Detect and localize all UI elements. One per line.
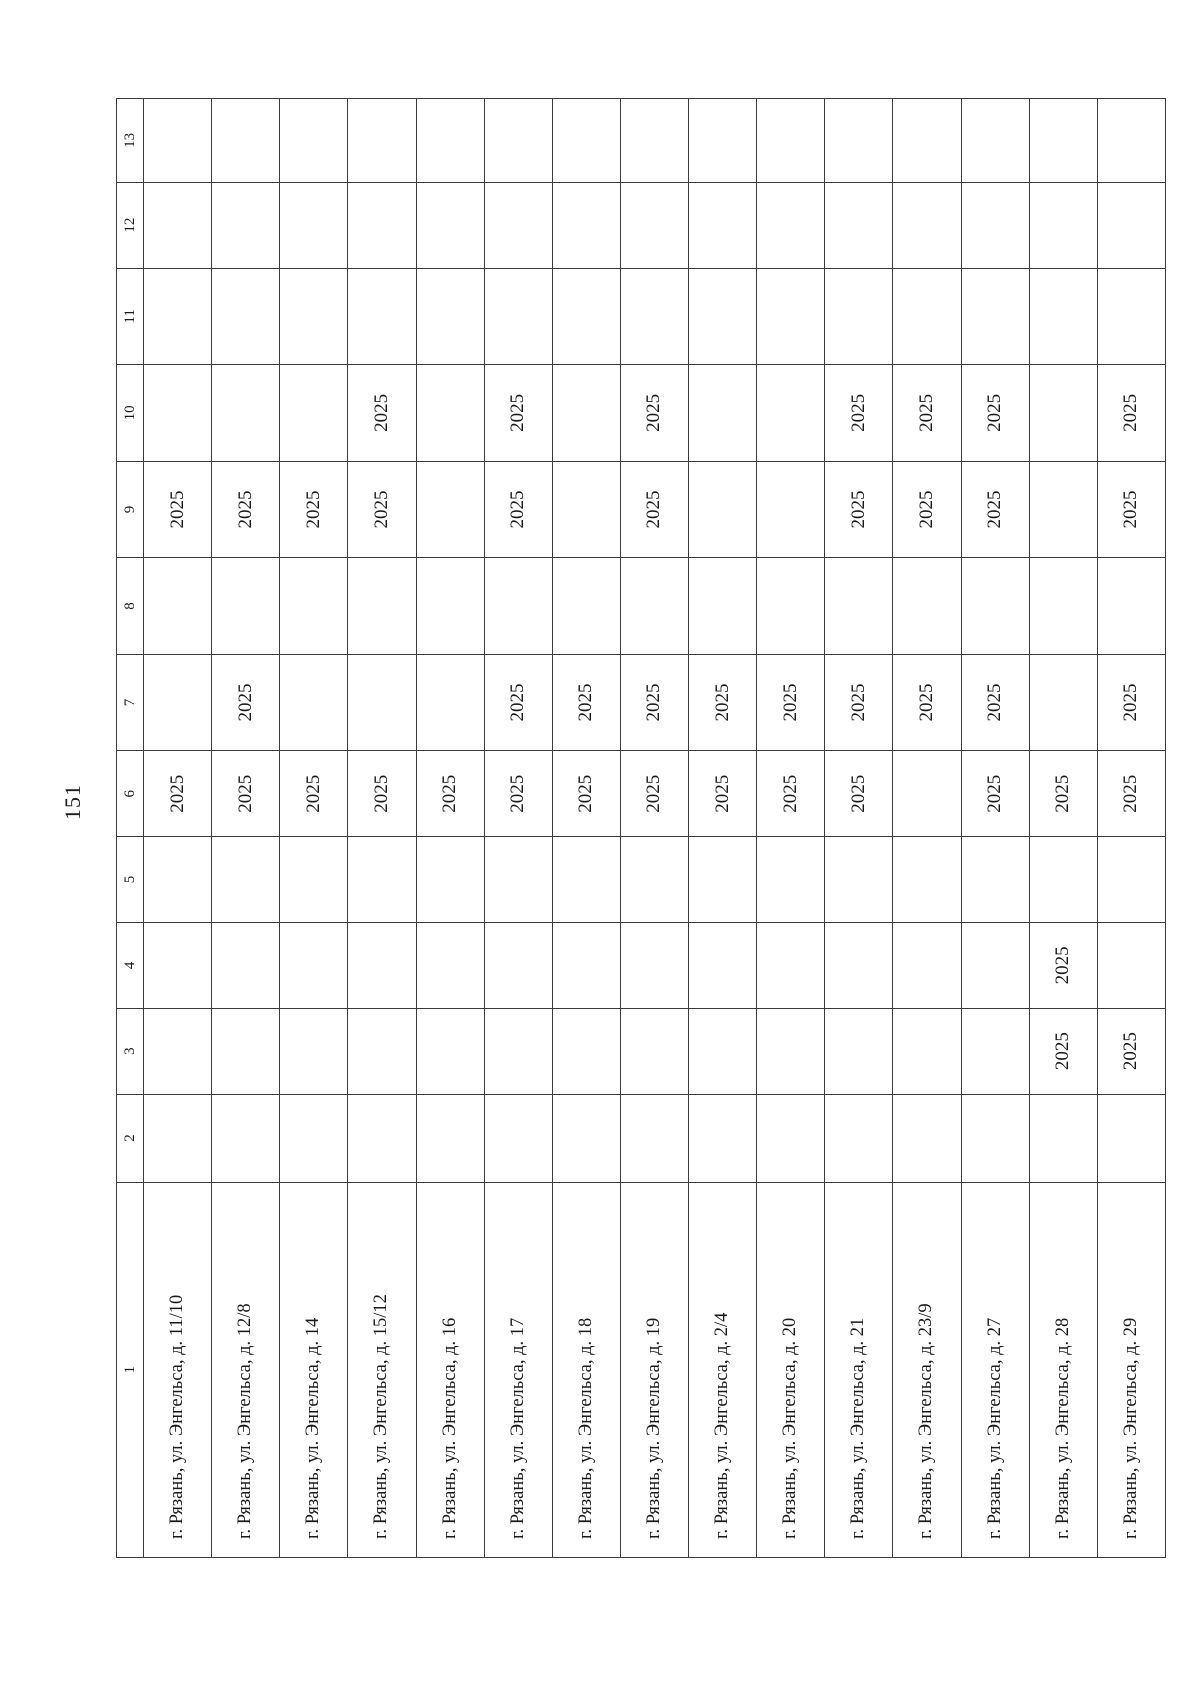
year-cell-col-11	[552, 268, 620, 365]
address-cell: г. Рязань, ул. Энгельса, д. 12/8	[212, 1182, 280, 1557]
year-cell-col-2	[1029, 1094, 1097, 1182]
table-row	[825, 99, 893, 1558]
column-header-11: 11	[117, 268, 144, 365]
year-cell-col-5	[825, 837, 893, 923]
year-cell-col-7: 2025	[689, 654, 757, 751]
year-cell-col-8	[1029, 558, 1097, 655]
year-cell-col-6: 2025	[620, 751, 688, 837]
year-cell-col-3	[144, 1008, 212, 1094]
year-cell-col-3	[961, 1008, 1029, 1094]
table-row	[212, 99, 280, 1558]
address-cell: г. Рязань, ул. Энгельса, д. 20	[757, 1182, 825, 1557]
year-cell-col-13	[212, 99, 280, 183]
year-cell-col-11	[484, 268, 552, 365]
year-cell-col-10: 2025	[484, 365, 552, 462]
year-cell-col-11	[144, 268, 212, 365]
year-cell-col-13	[620, 99, 688, 183]
header-row	[117, 99, 144, 1558]
year-cell-col-13	[552, 99, 620, 183]
table-row	[757, 99, 825, 1558]
year-cell-col-13	[825, 99, 893, 183]
year-cell-col-13	[961, 99, 1029, 183]
year-cell-col-4	[757, 922, 825, 1008]
year-cell-col-12	[1097, 182, 1165, 268]
year-cell-col-8	[1097, 558, 1165, 655]
year-cell-col-12	[1029, 182, 1097, 268]
page-number: 151	[60, 784, 85, 820]
year-cell-col-13	[484, 99, 552, 183]
year-cell-col-7: 2025	[620, 654, 688, 751]
year-cell-col-5	[689, 837, 757, 923]
year-cell-col-10	[280, 365, 348, 462]
year-cell-col-11	[416, 268, 484, 365]
year-cell-col-5	[757, 837, 825, 923]
year-cell-col-3	[212, 1008, 280, 1094]
year-cell-col-7: 2025	[212, 654, 280, 751]
year-cell-col-11	[757, 268, 825, 365]
column-header-8: 8	[117, 558, 144, 655]
year-cell-col-13	[689, 99, 757, 183]
year-cell-col-10	[1029, 365, 1097, 462]
year-cell-col-8	[825, 558, 893, 655]
year-cell-col-9: 2025	[893, 461, 961, 558]
year-cell-col-13	[416, 99, 484, 183]
year-cell-col-5	[212, 837, 280, 923]
year-cell-col-10: 2025	[1097, 365, 1165, 462]
address-cell: г. Рязань, ул. Энгельса, д. 17	[484, 1182, 552, 1557]
year-cell-col-10	[552, 365, 620, 462]
column-header-10: 10	[117, 365, 144, 462]
year-cell-col-10: 2025	[620, 365, 688, 462]
year-cell-col-4	[484, 922, 552, 1008]
year-cell-col-13	[757, 99, 825, 183]
year-cell-col-5	[961, 837, 1029, 923]
year-cell-col-13	[1097, 99, 1165, 183]
year-cell-col-9: 2025	[144, 461, 212, 558]
year-cell-col-4	[348, 922, 416, 1008]
year-cell-col-13	[144, 99, 212, 183]
year-cell-col-2	[348, 1094, 416, 1182]
column-header-4: 4	[117, 922, 144, 1008]
year-cell-col-8	[484, 558, 552, 655]
year-cell-col-10	[144, 365, 212, 462]
table-row	[1029, 99, 1097, 1558]
year-cell-col-6: 2025	[689, 751, 757, 837]
column-header-9: 9	[117, 461, 144, 558]
year-cell-col-7: 2025	[893, 654, 961, 751]
year-cell-col-7: 2025	[552, 654, 620, 751]
year-cell-col-4	[212, 922, 280, 1008]
year-cell-col-8	[552, 558, 620, 655]
year-cell-col-6: 2025	[961, 751, 1029, 837]
year-cell-col-3	[416, 1008, 484, 1094]
year-cell-col-5	[144, 837, 212, 923]
year-cell-col-13	[280, 99, 348, 183]
year-cell-col-2	[757, 1094, 825, 1182]
year-cell-col-11	[280, 268, 348, 365]
year-cell-col-4: 2025	[1029, 922, 1097, 1008]
year-cell-col-8	[416, 558, 484, 655]
column-header-2: 2	[117, 1094, 144, 1182]
table-row	[552, 99, 620, 1558]
year-cell-col-11	[893, 268, 961, 365]
year-cell-col-10	[757, 365, 825, 462]
year-cell-col-6: 2025	[212, 751, 280, 837]
address-cell: г. Рязань, ул. Энгельса, д. 14	[280, 1182, 348, 1557]
column-header-7: 7	[117, 654, 144, 751]
table-row	[893, 99, 961, 1558]
year-cell-col-13	[348, 99, 416, 183]
year-cell-col-11	[1029, 268, 1097, 365]
year-cell-col-5	[280, 837, 348, 923]
year-cell-col-12	[961, 182, 1029, 268]
year-cell-col-2	[552, 1094, 620, 1182]
year-cell-col-11	[348, 268, 416, 365]
year-cell-col-2	[689, 1094, 757, 1182]
column-header-13: 13	[117, 99, 144, 183]
year-cell-col-8	[280, 558, 348, 655]
year-cell-col-9: 2025	[961, 461, 1029, 558]
year-cell-col-9: 2025	[1097, 461, 1165, 558]
year-cell-col-3	[825, 1008, 893, 1094]
column-header-6: 6	[117, 751, 144, 837]
year-cell-col-7	[1029, 654, 1097, 751]
year-cell-col-3	[484, 1008, 552, 1094]
column-header-3: 3	[117, 1008, 144, 1094]
address-cell: г. Рязань, ул. Энгельса, д. 11/10	[144, 1182, 212, 1557]
year-cell-col-2	[144, 1094, 212, 1182]
table-row	[689, 99, 757, 1558]
year-cell-col-13	[1029, 99, 1097, 183]
year-cell-col-9: 2025	[620, 461, 688, 558]
year-cell-col-8	[144, 558, 212, 655]
address-cell: г. Рязань, ул. Энгельса, д. 19	[620, 1182, 688, 1557]
year-cell-col-8	[961, 558, 1029, 655]
year-cell-col-3	[620, 1008, 688, 1094]
year-cell-col-12	[280, 182, 348, 268]
year-cell-col-3	[757, 1008, 825, 1094]
year-cell-col-7	[144, 654, 212, 751]
year-cell-col-12	[416, 182, 484, 268]
year-cell-col-12	[620, 182, 688, 268]
table-row	[620, 99, 688, 1558]
year-cell-col-4	[1097, 922, 1165, 1008]
year-cell-col-12	[484, 182, 552, 268]
year-cell-col-8	[620, 558, 688, 655]
year-cell-col-9: 2025	[280, 461, 348, 558]
year-cell-col-4	[689, 922, 757, 1008]
year-cell-col-7	[416, 654, 484, 751]
year-cell-col-12	[144, 182, 212, 268]
year-cell-col-4	[961, 922, 1029, 1008]
year-cell-col-7: 2025	[961, 654, 1029, 751]
year-cell-col-10: 2025	[825, 365, 893, 462]
year-cell-col-10: 2025	[893, 365, 961, 462]
rotation-frame	[116, 98, 1166, 1558]
year-cell-col-10	[416, 365, 484, 462]
year-cell-col-9	[552, 461, 620, 558]
year-cell-col-11	[961, 268, 1029, 365]
year-cell-col-4	[416, 922, 484, 1008]
year-cell-col-12	[552, 182, 620, 268]
year-cell-col-6: 2025	[552, 751, 620, 837]
year-cell-col-2	[212, 1094, 280, 1182]
year-cell-col-10: 2025	[961, 365, 1029, 462]
rotated-table-container	[116, 98, 1166, 1558]
table-row	[348, 99, 416, 1558]
year-cell-col-10	[212, 365, 280, 462]
year-cell-col-9	[689, 461, 757, 558]
year-cell-col-4	[552, 922, 620, 1008]
year-cell-col-4	[144, 922, 212, 1008]
year-cell-col-5	[1029, 837, 1097, 923]
year-cell-col-4	[280, 922, 348, 1008]
year-cell-col-12	[757, 182, 825, 268]
year-cell-col-3	[348, 1008, 416, 1094]
year-cell-col-3	[893, 1008, 961, 1094]
year-cell-col-8	[757, 558, 825, 655]
year-cell-col-6: 2025	[348, 751, 416, 837]
year-cell-col-3	[280, 1008, 348, 1094]
year-cell-col-2	[416, 1094, 484, 1182]
year-cell-col-6: 2025	[144, 751, 212, 837]
year-cell-col-9: 2025	[484, 461, 552, 558]
year-cell-col-4	[620, 922, 688, 1008]
address-cell: г. Рязань, ул. Энгельса, д. 27	[961, 1182, 1029, 1557]
year-cell-col-6: 2025	[1029, 751, 1097, 837]
year-cell-col-6: 2025	[757, 751, 825, 837]
year-cell-col-12	[825, 182, 893, 268]
address-cell: г. Рязань, ул. Энгельса, д. 2/4	[689, 1182, 757, 1557]
year-cell-col-3	[552, 1008, 620, 1094]
year-cell-col-10: 2025	[348, 365, 416, 462]
address-cell: г. Рязань, ул. Энгельса, д. 15/12	[348, 1182, 416, 1557]
year-cell-col-7	[280, 654, 348, 751]
year-cell-col-5	[1097, 837, 1165, 923]
year-cell-col-7: 2025	[1097, 654, 1165, 751]
year-cell-col-9	[757, 461, 825, 558]
address-cell: г. Рязань, ул. Энгельса, д. 28	[1029, 1182, 1097, 1557]
year-cell-col-9: 2025	[348, 461, 416, 558]
year-cell-col-5	[348, 837, 416, 923]
year-cell-col-2	[961, 1094, 1029, 1182]
table-row	[280, 99, 348, 1558]
year-cell-col-7	[348, 654, 416, 751]
year-cell-col-7: 2025	[484, 654, 552, 751]
address-cell: г. Рязань, ул. Энгельса, д. 18	[552, 1182, 620, 1557]
column-header-1: 1	[117, 1182, 144, 1557]
year-cell-col-12	[893, 182, 961, 268]
year-cell-col-12	[689, 182, 757, 268]
column-header-5: 5	[117, 837, 144, 923]
year-cell-col-2	[1097, 1094, 1165, 1182]
year-cell-col-7: 2025	[757, 654, 825, 751]
address-cell: г. Рязань, ул. Энгельса, д. 16	[416, 1182, 484, 1557]
year-cell-col-6: 2025	[280, 751, 348, 837]
table-row	[961, 99, 1029, 1558]
year-cell-col-5	[416, 837, 484, 923]
year-cell-col-10	[689, 365, 757, 462]
table-row	[144, 99, 212, 1558]
year-cell-col-9	[416, 461, 484, 558]
table-row	[484, 99, 552, 1558]
year-cell-col-8	[893, 558, 961, 655]
year-cell-col-5	[620, 837, 688, 923]
year-cell-col-9	[1029, 461, 1097, 558]
table-row	[416, 99, 484, 1558]
year-cell-col-2	[893, 1094, 961, 1182]
year-cell-col-2	[825, 1094, 893, 1182]
year-cell-col-9: 2025	[212, 461, 280, 558]
year-cell-col-11	[212, 268, 280, 365]
year-cell-col-6: 2025	[484, 751, 552, 837]
year-cell-col-7: 2025	[825, 654, 893, 751]
year-cell-col-11	[620, 268, 688, 365]
year-cell-col-8	[689, 558, 757, 655]
year-cell-col-6: 2025	[825, 751, 893, 837]
year-cell-col-6: 2025	[1097, 751, 1165, 837]
year-cell-col-11	[689, 268, 757, 365]
year-cell-col-8	[212, 558, 280, 655]
column-header-12: 12	[117, 182, 144, 268]
year-cell-col-4	[893, 922, 961, 1008]
year-cell-col-2	[280, 1094, 348, 1182]
year-cell-col-5	[484, 837, 552, 923]
address-cell: г. Рязань, ул. Энгельса, д. 21	[825, 1182, 893, 1557]
year-cell-col-9: 2025	[825, 461, 893, 558]
address-cell: г. Рязань, ул. Энгельса, д. 23/9	[893, 1182, 961, 1557]
year-cell-col-11	[825, 268, 893, 365]
year-cell-col-6	[893, 751, 961, 837]
year-cell-col-2	[484, 1094, 552, 1182]
year-cell-col-3	[689, 1008, 757, 1094]
year-cell-col-8	[348, 558, 416, 655]
table-row	[1097, 99, 1165, 1558]
year-cell-col-3: 2025	[1029, 1008, 1097, 1094]
year-cell-col-12	[348, 182, 416, 268]
year-cell-col-5	[552, 837, 620, 923]
year-cell-col-11	[1097, 268, 1165, 365]
year-cell-col-6: 2025	[416, 751, 484, 837]
year-cell-col-4	[825, 922, 893, 1008]
year-cell-col-12	[212, 182, 280, 268]
address-cell: г. Рязань, ул. Энгельса, д. 29	[1097, 1182, 1165, 1557]
year-cell-col-13	[893, 99, 961, 183]
year-cell-col-5	[893, 837, 961, 923]
year-cell-col-3: 2025	[1097, 1008, 1165, 1094]
year-cell-col-2	[620, 1094, 688, 1182]
address-schedule-table	[116, 98, 1166, 1558]
